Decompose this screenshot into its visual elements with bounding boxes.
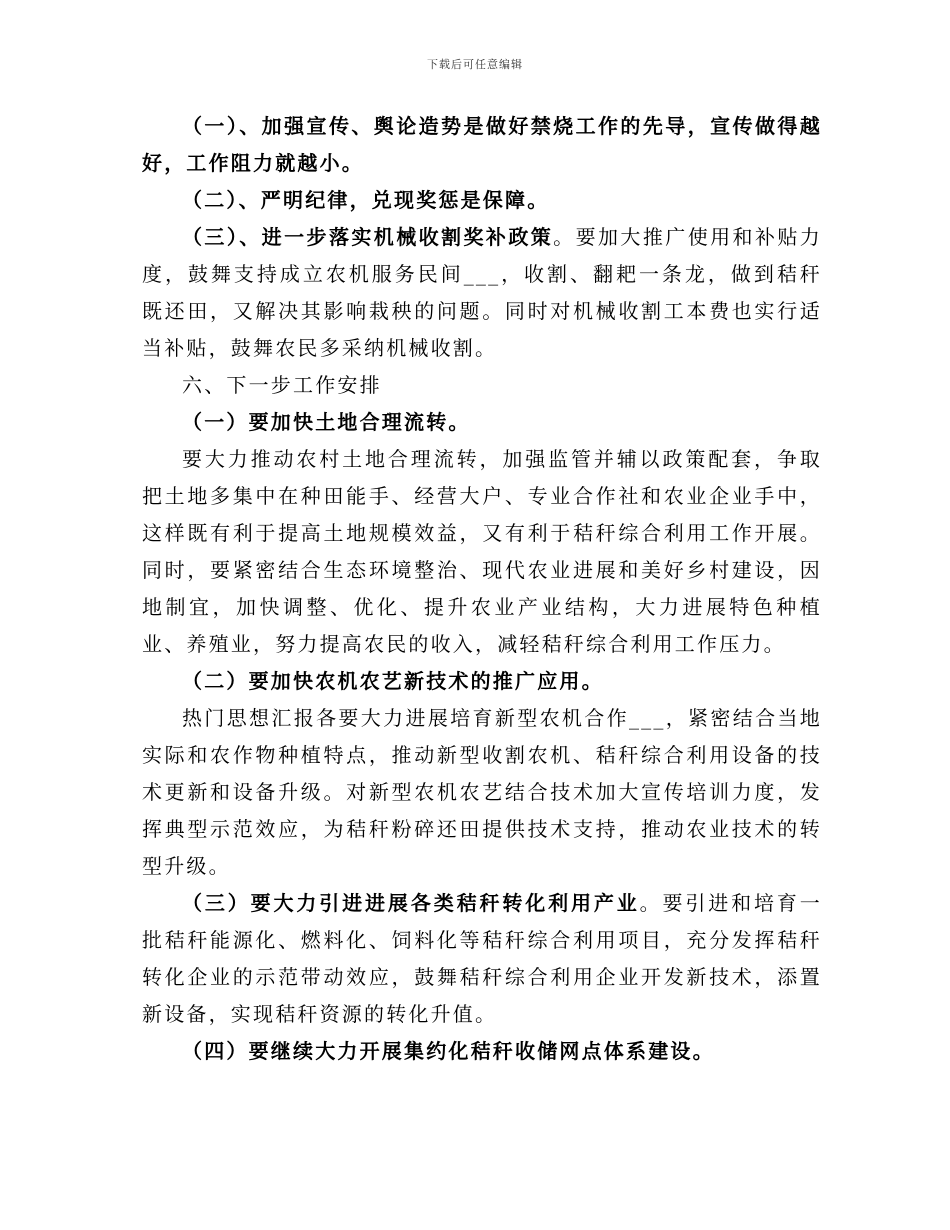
paragraph-8 [142,700,822,885]
paragraph-10 [142,1033,822,1070]
paragraph-2-bold: （二）、严明纪律，兑现奖惩是保障。 [182,188,550,212]
paragraph-7 [142,663,822,700]
section-heading-6-text: 六、下一步工作安排 [182,373,382,397]
page-header: 下载后可任意编辑 [427,58,523,71]
paragraph-8-text: 热门思想汇报各要大力进展培育新型农机合作___，紧密结合当地实际和农作物种植特点，推动新型收割农机、秸秆综合利用设备的技术更新和设备升级。对新型农机农艺结合技术加大宣传培训力度，发挥典型示范效应，为秸秆粉碎还田提供技术支持，推动农业技术的转型升级。 [142,706,822,878]
paragraph-10-bold: （四）要继续大力开展集约化秸秆收储网点体系建设。 [182,1039,715,1063]
paragraph-7-bold: （二）要加快农机农艺新技术的推广应用。 [182,669,604,693]
paragraph-3-text: 。要加大推广使用和补贴力度，鼓舞支持成立农机服务民间___，收割、翻耙一条龙，做到秸秆既还田，又解决其影响栽秧的问题。同时对机械收割工本费也实行适当补贴，鼓舞农民多采纳机械收割。 [142,225,823,360]
section-heading-6 [142,367,822,404]
paragraph-6-text: 要大力推动农村土地合理流转，加强监管并辅以政策配套，争取把土地多集中在种田能手、经营大户、专业合作社和农业企业手中，这样既有利于提高土地规模效益，又有利于秸秆综合利用工作开展。同时，要紧密结合生态环境整治、现代农业进展和美好乡村建设，因地制宜，加快调整、优化、提升农业产业结构，大力进展特色种植业、养殖业，努力提高农民的收入，减轻秸秆综合利用工作压力。 [142,447,822,656]
paragraph-9-bold: （三）要大力引进进展各类秸秆转化利用产业 [182,891,640,915]
paragraph-6 [142,441,822,663]
paragraph-3 [142,219,822,367]
paragraph-5 [142,404,822,441]
document-body [142,108,822,1070]
paragraph-5-bold: （一）要加快土地合理流转。 [182,410,471,434]
paragraph-2 [142,182,822,219]
paragraph-9-text: 。要引进和培育一批秸秆能源化、燃料化、饲料化等秸秆综合利用项目，充分发挥秸秆转化企业的示范带动效应，鼓舞秸秆综合利用企业开发新技术，添置新设备，实现秸秆资源的转化升值。 [142,891,822,1026]
paragraph-1 [142,108,822,182]
paragraph-3-bold: （三）、进一步落实机械收割奖补政策 [182,225,554,249]
paragraph-9 [142,885,822,1033]
paragraph-1-bold: （一）、加强宣传、舆论造势是做好禁烧工作的先导，宣传做得越好，工作阻力就越小。 [142,114,822,175]
